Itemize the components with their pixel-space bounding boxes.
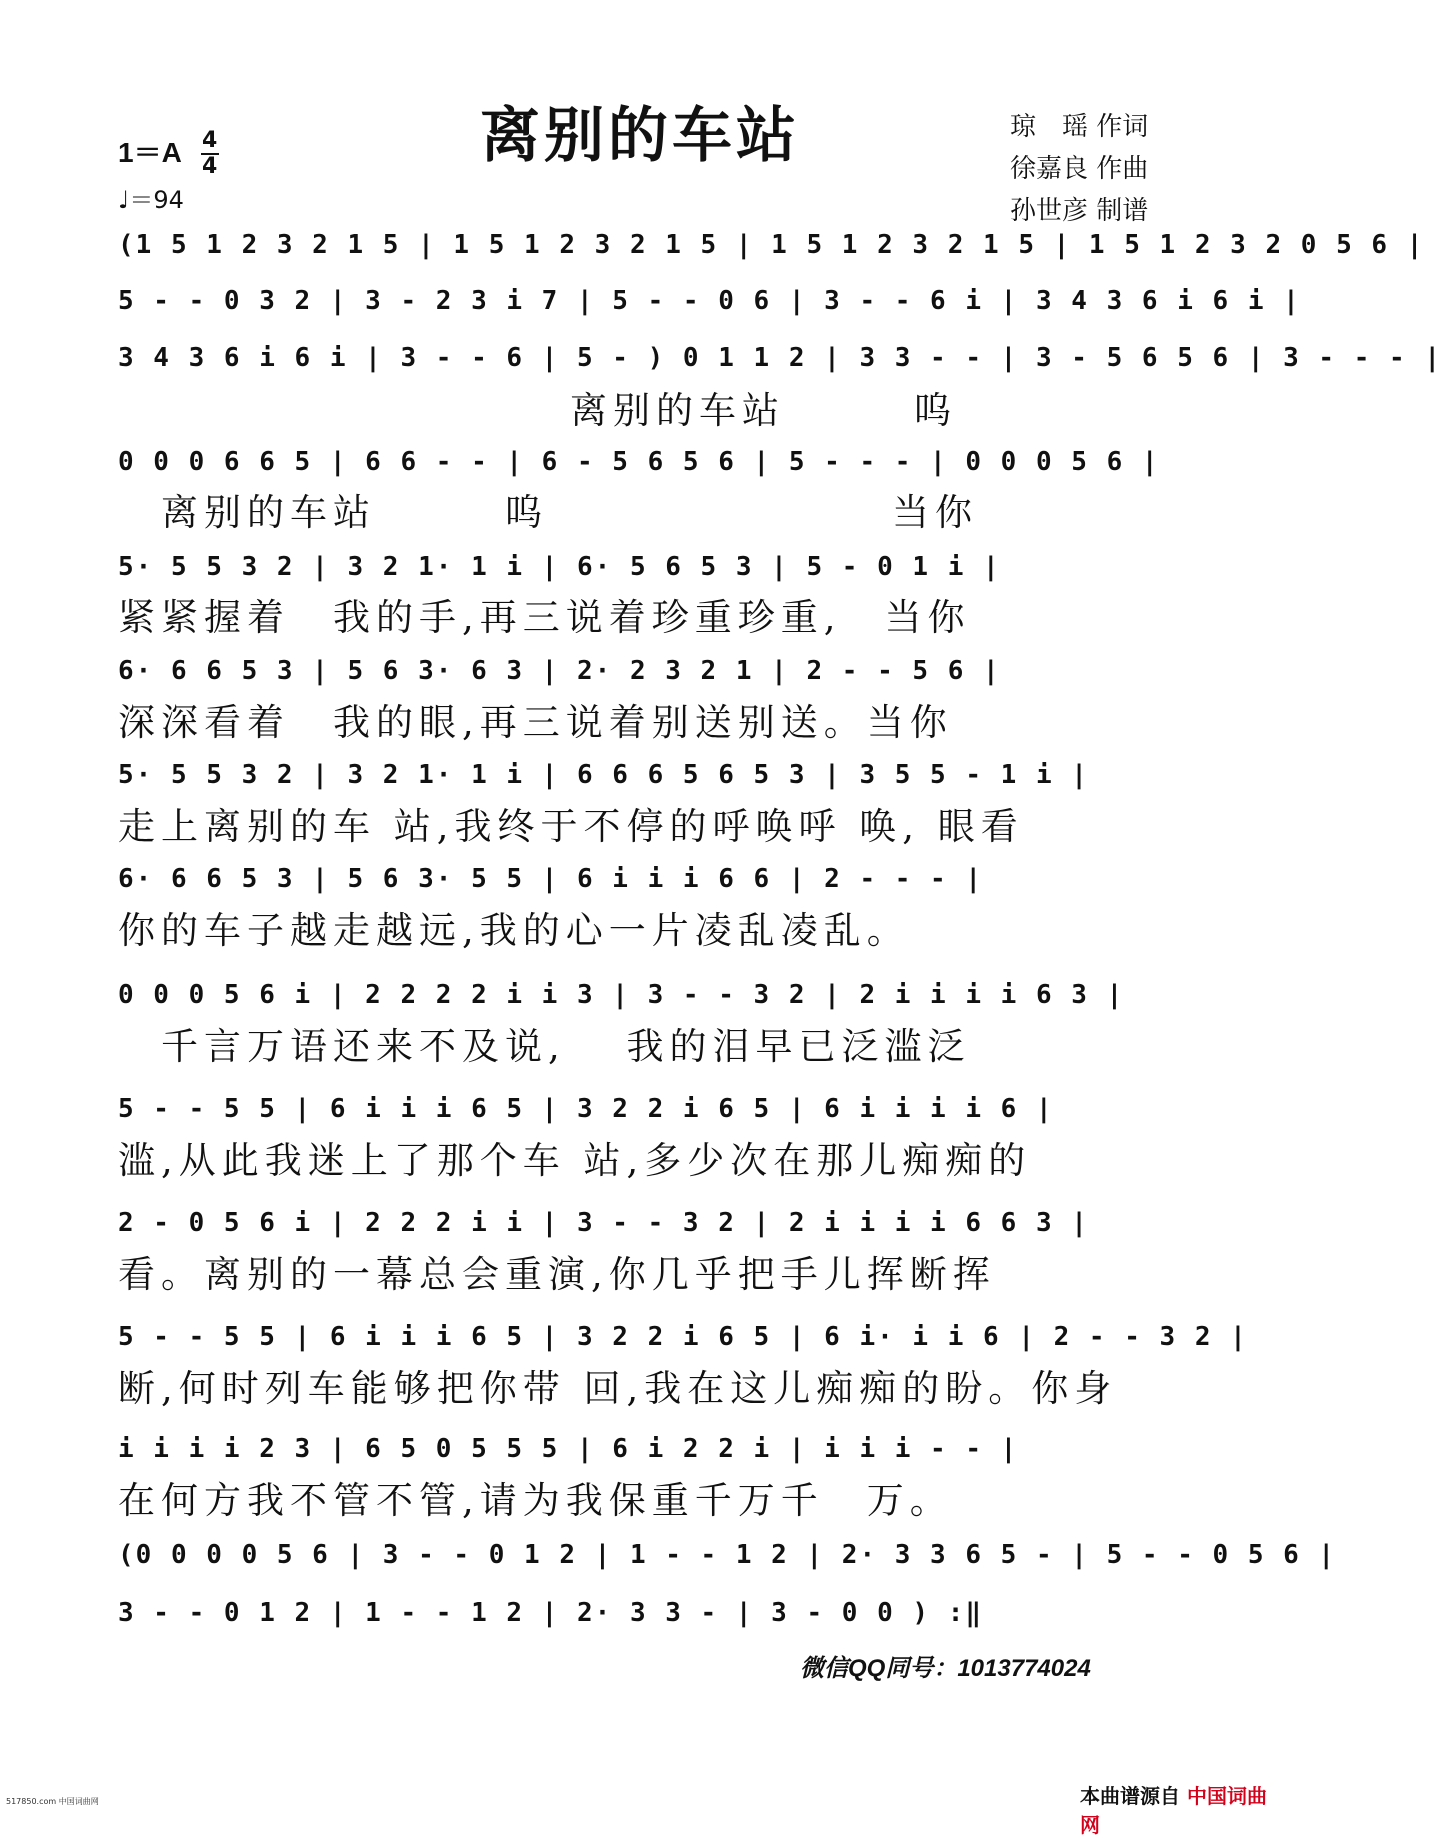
notation-line-3: 3 4 3 6 i 6 i | 3 - - 6 | 5 - ) 0 1 1 2 | 3 3 - - | 3 - 5 6 5 6 | 3 - - - |: [118, 343, 1442, 373]
notation-line-10: 5 - - 5 5 | 6 i i i 6 5 | 3 2 2 i 6 5 | 6 i i i i 6 |: [118, 1094, 1054, 1124]
arranger-credit: 孙世彦 制谱: [1010, 196, 1149, 226]
notation-line-15: 3 - - 0 1 2 | 1 - - 1 2 | 2· 3 3 - | 3 - 0 0 ) :‖: [118, 1598, 984, 1628]
lyric-line-9: 千言万语还来不及说, 我的泪早已泛滥泛: [118, 1025, 971, 1068]
notation-line-1: (1 5 1 2 3 2 1 5 | 1 5 1 2 3 2 1 5 | 1 5 1 2 3 2 1 5 | 1 5 1 2 3 2 0 5 6 |: [118, 230, 1425, 260]
credits: [1010, 106, 1148, 232]
lyric-line-5: 紧紧握着 我的手,再三说着珍重珍重, 当你: [118, 596, 971, 639]
notation-line-8: 6· 6 6 5 3 | 5 6 3· 5 5 | 6 i i i 6 6 | 2 - - - |: [118, 864, 984, 894]
composer-credit: 徐嘉良 作曲: [1010, 154, 1149, 184]
lyric-line-11: 看。离别的一幕总会重演,你几乎把手儿挥断挥: [118, 1253, 996, 1296]
lyric-line-13: 在何方我不管不管,请为我保重千万千 万。: [118, 1479, 953, 1522]
key-signature: 1＝A: [118, 137, 182, 168]
notation-line-7: 5· 5 5 3 2 | 3 2 1· 1 i | 6 6 6 5 6 5 3 | 3 5 5 - 1 i |: [118, 760, 1089, 790]
footer-site-small: 517850.com 中国词曲网: [6, 1797, 99, 1806]
notation-line-2: 5 - - 0 3 2 | 3 - 2 3 i 7 | 5 - - 0 6 | 3 - - 6 i | 3 4 3 6 i 6 i |: [118, 286, 1301, 316]
lyric-line-10: 滥,从此我迷上了那个车 站,多少次在那儿痴痴的: [118, 1139, 1032, 1182]
notation-line-9: 0 0 0 5 6 i | 2 2 2 2 i i 3 | 3 - - 3 2 | 2 i i i i 6 3 |: [118, 980, 1125, 1010]
footer-source-label: 本曲谱源自: [1080, 1784, 1180, 1808]
notation-line-12: 5 - - 5 5 | 6 i i i 6 5 | 3 2 2 i 6 5 | 6 i· i i 6 | 2 - - 3 2 |: [118, 1322, 1248, 1352]
notation-line-6: 6· 6 6 5 3 | 5 6 3· 6 3 | 2· 2 3 2 1 | 2 - - 5 6 |: [118, 656, 1001, 686]
lyric-line-6: 深深看着 我的眼,再三说着别送别送。当你: [118, 701, 953, 744]
tempo-marking: ♩＝94: [118, 186, 184, 214]
footer-source: [1080, 1780, 1280, 1838]
contact-watermark: 微信QQ同号：1013774024: [800, 1655, 1091, 1682]
notation-line-14: (0 0 0 0 5 6 | 3 - - 0 1 2 | 1 - - 1 2 | 2· 3 3 6 5 - | 5 - - 0 5 6 |: [118, 1540, 1337, 1570]
key-tempo-block: [118, 130, 219, 215]
lyric-line-3: 离别的车站 呜: [570, 389, 957, 432]
lyricist-credit: 琼 瑶 作词: [1010, 112, 1149, 142]
lyric-line-4: 离别的车站 呜 当你: [118, 491, 978, 534]
song-title: 离别的车站: [480, 101, 800, 171]
time-signature: [201, 130, 219, 178]
notation-line-13: i i i i 2 3 | 6 5 0 5 5 5 | 6 i 2 2 i | i i i - - |: [118, 1434, 1019, 1464]
lyric-line-12: 断,何时列车能够把你带 回,我在这儿痴痴的盼。你身: [118, 1367, 1118, 1410]
lyric-line-7: 走上离别的车 站,我终于不停的呼唤呼 唤, 眼看: [118, 805, 1024, 848]
time-top: 4: [202, 128, 218, 153]
footer-source-site[interactable]: 中国词曲网: [1080, 1784, 1267, 1837]
notation-line-4: 0 0 0 6 6 5 | 6 6 - - | 6 - 5 6 5 6 | 5 - - - | 0 0 0 5 6 |: [118, 447, 1160, 477]
notation-line-11: 2 - 0 5 6 i | 2 2 2 i i | 3 - - 3 2 | 2 i i i i 6 6 3 |: [118, 1208, 1089, 1238]
lyric-line-8: 你的车子越走越远,我的心一片凌乱凌乱。: [118, 909, 910, 952]
time-bottom: 4: [202, 154, 218, 179]
notation-line-5: 5· 5 5 3 2 | 3 2 1· 1 i | 6· 5 6 5 3 | 5 - 0 1 i |: [118, 552, 1001, 582]
